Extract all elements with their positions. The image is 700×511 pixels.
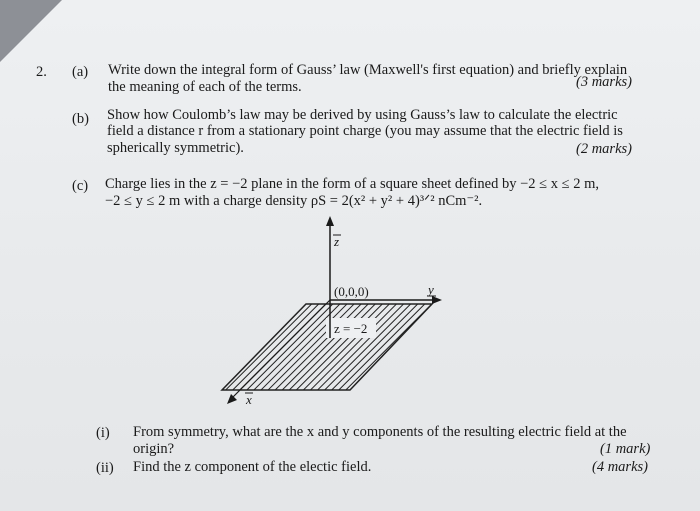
part-a-label: (a): [72, 64, 89, 80]
charge-sheet-diagram: [210, 214, 460, 414]
x-axis-label: x: [246, 392, 252, 407]
part-a-marks: (3 marks): [576, 74, 632, 90]
part-b-marks: (2 marks): [576, 141, 632, 157]
sub-ii-label: (ii): [96, 460, 114, 476]
origin-label: (0,0,0): [334, 284, 369, 299]
part-b-line-2: field a distance r from a stationary point charge (you may assume that the electric field is: [107, 123, 623, 139]
x-axis-arrowhead: [227, 394, 237, 404]
sub-ii-marks: (4 marks): [592, 459, 648, 475]
part-a-line-2: the meaning of each of the terms.: [108, 79, 302, 95]
sub-i-label: (i): [96, 425, 110, 441]
y-axis-label: y: [428, 282, 434, 297]
z-axis-label: z: [334, 234, 340, 249]
sub-ii-line-1: Find the z component of the electic field.: [133, 459, 372, 475]
sub-i-marks: (1 mark): [600, 441, 651, 457]
part-c-label: (c): [72, 178, 89, 194]
part-b-line-1: Show how Coulomb’s law may be derived by using Gauss’s law to calculate the electric: [107, 107, 618, 123]
question-number: 2.: [36, 64, 47, 80]
plane-label: z = −2: [334, 321, 368, 336]
z-axis-arrowhead: [326, 216, 334, 226]
part-b-label: (b): [72, 111, 89, 127]
sub-i-line-1: From symmetry, what are the x and y components of the resulting electric field at the: [133, 424, 627, 440]
page-corner-shadow: [0, 0, 62, 62]
part-b-line-3: spherically symmetric).: [107, 140, 244, 156]
sub-i-line-2: origin?: [133, 441, 175, 457]
part-c-line-2: −2 ≤ y ≤ 2 m with a charge density ρS = 2(x² + y² + 4)³ᐟ² nCm⁻².: [105, 193, 483, 209]
y-axis-arrowhead: [432, 296, 442, 304]
part-a-line-1: Write down the integral form of Gauss’ law (Maxwell's first equation) and briefly explain: [108, 62, 628, 78]
part-c-line-1: Charge lies in the z = −2 plane in the form of a square sheet defined by −2 ≤ x ≤ 2 m,: [105, 176, 599, 192]
